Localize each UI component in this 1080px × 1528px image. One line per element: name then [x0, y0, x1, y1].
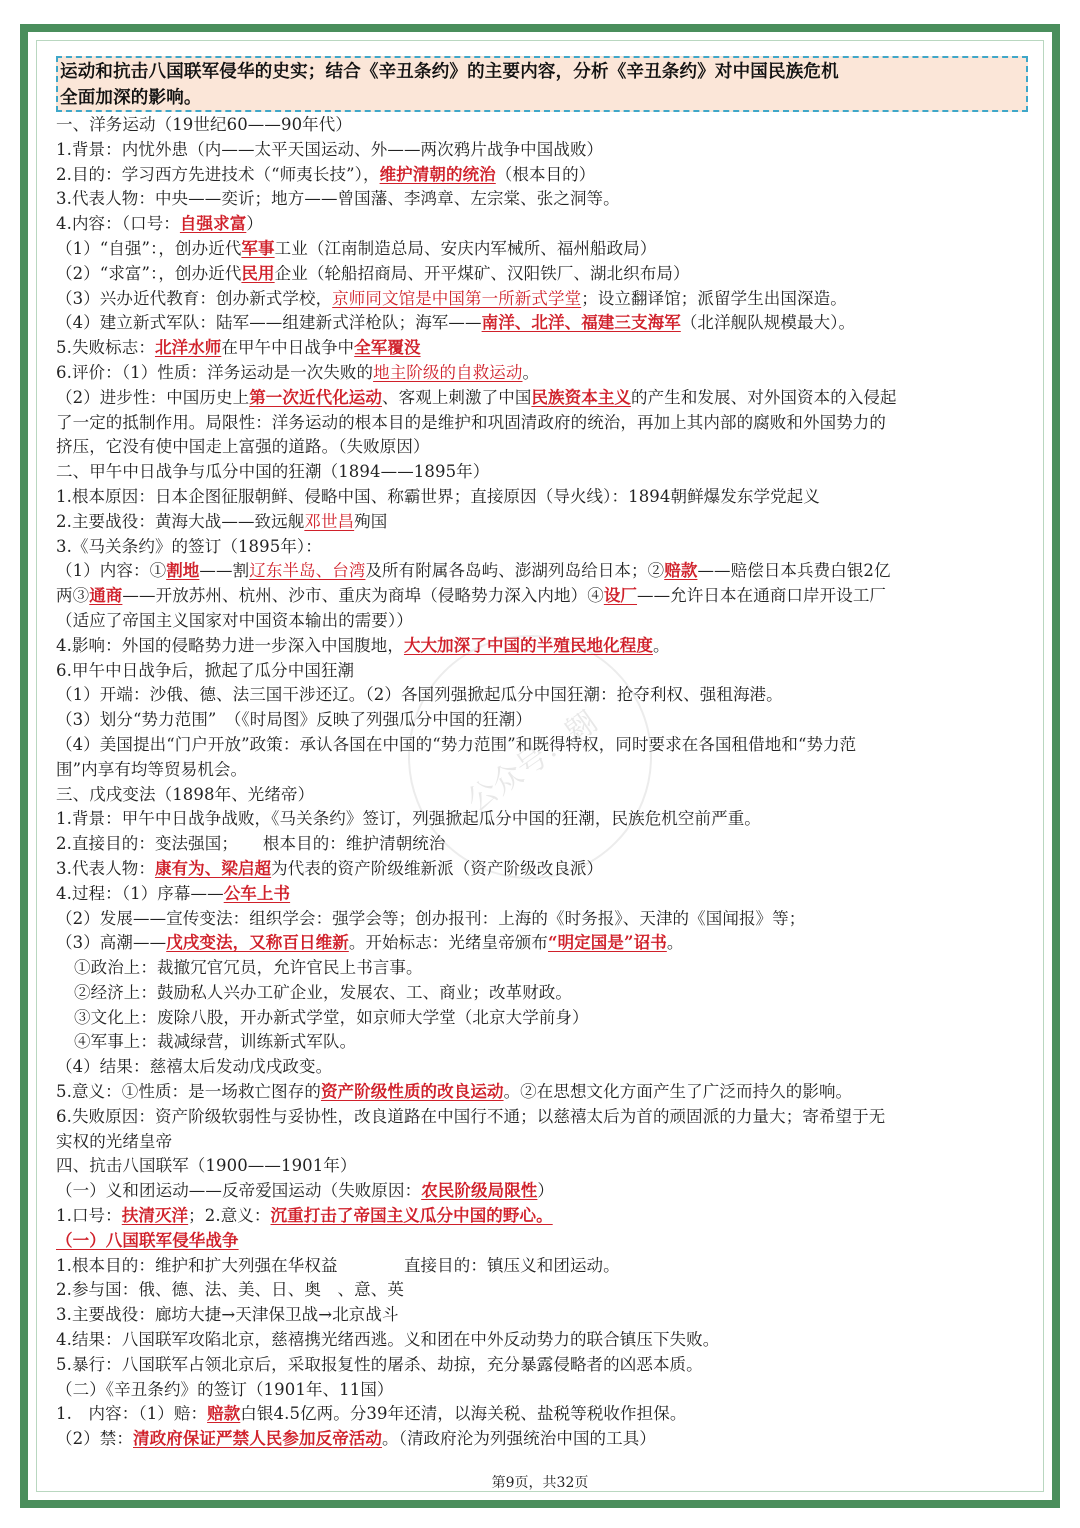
- jiawu-after: 6.甲午中日战争后，掀起了瓜分中国狂潮: [56, 660, 355, 680]
- baguo-result: 4.结果：八国联军攻陷北京，慈禧携光绪西逃。义和团在中外反动势力的联合镇压下失败。: [56, 1330, 720, 1350]
- document-body: [56, 113, 1031, 1452]
- intro-box: [56, 56, 1028, 112]
- yangwu-progress-line2: 了一定的抵制作用。局限性：洋务运动的根本目的是维护和巩固清政府的统治，再加上其内部的腐败和外国势力的: [56, 412, 886, 432]
- wuxu-people: 3.代表人物：康有为、梁启超为代表的资产阶级维新派（资产阶级改良派）: [56, 858, 604, 878]
- treaty-content-2: 两③通商——开放苏州、杭州、沙市、重庆为商埠（侵略势力深入内地）④设厂——允许日本在通商口岸开设工厂: [56, 586, 887, 606]
- reform-politics: ①政治上：裁撤冗官冗员，允许官民上书言事。: [74, 958, 423, 978]
- wuxu-result: （4）结果：慈禧太后发动戊戌政变。: [56, 1057, 333, 1077]
- yangwu-purpose: 2.目的：学习西方先进技术（“师夷长技”），维护清朝的统治（根本目的）: [56, 164, 596, 184]
- reform-culture: ③文化上：废除八股，开办新式学堂，如京师大学堂（北京大学前身）: [74, 1007, 589, 1027]
- baguo-atrocities: 5.暴行：八国联军占领北京后，采取报复性的屠杀、劫掠，充分暴露侵略者的凶恶本质。: [56, 1354, 703, 1374]
- jiawu-influence: 4.影响：外国的侵略势力进一步深入中国腹地，大大加深了中国的半殖民地化程度。: [56, 635, 670, 655]
- wuxu-failure-line2: 实权的光绪皇帝: [56, 1131, 173, 1151]
- wuxu-background: 1.背景：甲午中日战争战败，《马关条约》签订，列强掀起瓜分中国的狂潮，民族危机空前严重。: [56, 809, 761, 829]
- yangwu-background: 1.背景：内忧外患（内——太平天国运动、外——两次鸦片战争中国战败）: [56, 139, 604, 159]
- intro-line-1: 运动和抗击八国联军侵华的史实；结合《辛丑条约》的主要内容，分析《辛丑条约》对中国民族危机: [60, 62, 839, 82]
- jiawu-treaty: 3.《马关条约》的签订（1895年）：: [56, 536, 322, 556]
- section-heading-baguo: 四、抗击八国联军（1900——1901年）: [56, 1156, 357, 1176]
- baguo-purpose: 1.根本目的：维护和扩大列强在华权益 直接目的：镇压义和团运动。: [56, 1255, 620, 1275]
- section-heading-wuxu: 三、戊戌变法（1898年、光绪帝）: [56, 784, 315, 804]
- yangwu-progress: （2）进步性：中国历史上第一次近代化运动、客观上刺激了中国民族资本主义的产生和发展、对外国资本的入侵起: [56, 387, 897, 407]
- treaty-content-1: （1）内容：①割地——割辽东半岛、台湾及所有附属各岛屿、澎湖列岛给日本；②赔款——赔偿日本兵费白银2亿: [56, 561, 891, 581]
- partition-3: （3）划分“势力范围” （《时局图》反映了列强瓜分中国的狂潮）: [56, 710, 532, 730]
- yihetuan: （一）义和团运动——反帝爱国运动（失败原因：农民阶级局限性）: [56, 1181, 555, 1201]
- wuxu-goal: 2.直接目的：变法强国； 根本目的：维护清朝统治: [56, 834, 446, 854]
- xinchou-content-1: 1. 内容：（1）赔：赔款白银4.5亿两。分39年还清，以海关税、盐税等税收作担保。: [56, 1404, 687, 1424]
- yihetuan-slogan: 1.口号：扶清灭洋；2.意义：沉重打击了帝国主义瓜分中国的野心。: [56, 1206, 553, 1226]
- wuxu-development: （2）发展——宣传变法：组织学会：强学会等；创办报刊：上海的《时务报》、天津的《国闻报》等；: [56, 908, 806, 928]
- xinchou-content-2: （2）禁：清政府保证严禁人民参加反帝活动。（清政府沦为列强统治中国的工具）: [56, 1429, 656, 1449]
- wuxu-significance: 5.意义：①性质：是一场救亡图存的资产阶级性质的改良运动。②在思想文化方面产生了广泛而持久的影响。: [56, 1082, 853, 1102]
- yangwu-people: 3.代表人物：中央——奕䜣；地方——曾国藩、李鸿章、左宗棠、张之洞等。: [56, 189, 620, 209]
- section-heading-yangwu: 一、洋务运动（19世纪60——90年代）: [56, 115, 352, 134]
- baguo-battles: 3.主要战役：廊坊大捷→天津保卫战→北京战斗: [56, 1305, 399, 1325]
- partition-4: （4）美国提出“门户开放”政策：承认各国在中国的“势力范围”和既得特权，同时要求在各国租借地和“势力范: [56, 734, 857, 754]
- reform-economy: ②经济上：鼓励私人兴办工矿企业，发展农、工、商业；改革财政。: [74, 982, 572, 1002]
- yangwu-qiufu: （2）“求富”：，创办近代民用企业（轮船招商局、开平煤矿、汉阳铁厂、湖北织布局）: [56, 263, 690, 283]
- yangwu-progress-line3: 挤压，它没有使中国走上富强的道路。（失败原因）: [56, 437, 430, 457]
- intro-line-2: 全面加深的影响。: [60, 88, 202, 108]
- partition-1: （1）开端：沙俄、德、法三国干涉还辽。（2）各国列强掀起瓜分中国狂潮：抢夺利权、强租海港。: [56, 685, 783, 705]
- wuxu-failure: 6.失败原因：资产阶级软弱性与妥协性，改良道路在中国行不通；以慈禧太后为首的顽固派的力量大；寄希望于无: [56, 1106, 886, 1126]
- section-heading-jiawu: 二、甲午中日战争与瓜分中国的狂潮（1894——1895年）: [56, 462, 490, 482]
- yangwu-ziqiang: （1）“自强”：，创办近代军事工业（江南制造总局、安庆内军械所、福州船政局）: [56, 238, 657, 258]
- yangwu-army: （4）建立新式军队：陆军——组建新式洋枪队；海军——南洋、北洋、福建三支海军（北洋舰队规模最大）。: [56, 313, 856, 333]
- partition-4-line2: 围”内享有均等贸易机会。: [56, 759, 248, 779]
- xinchou-heading: （二）《辛丑条约》的签订（1901年、11国）: [56, 1379, 394, 1399]
- reform-military: ④军事上：裁减绿营，训练新式军队。: [74, 1032, 357, 1052]
- yangwu-failure: 5.失败标志：北洋水师在甲午中日战争中全军覆没: [56, 338, 421, 358]
- jiawu-battle: 2.主要战役：黄海大战——致远舰邓世昌殉国: [56, 511, 388, 531]
- wuxu-peak: （3）高潮——戊戌变法，又称百日维新。开始标志：光绪皇帝颁布“明定国是”诏书。: [56, 933, 684, 953]
- yangwu-content: 4.内容：（口号：自强求富）: [56, 214, 263, 234]
- jiawu-cause: 1.根本原因：日本企图征服朝鲜、侵略中国、称霸世界；直接原因（导火线）：1894朝鲜爆发东学党起义: [56, 486, 820, 506]
- baguo-invasion-heading: （一）八国联军侵华战争: [56, 1230, 239, 1250]
- page-number: 第9页，共32页: [491, 1475, 589, 1491]
- yangwu-education: （3）兴办近代教育：创办新式学校，京师同文馆是中国第一所新式学堂；设立翻译馆；派留学生出国深造。: [56, 288, 847, 308]
- yangwu-evaluation: 6.评价：（1）性质：洋务运动是一次失败的地主阶级的自救运动。: [56, 362, 540, 382]
- baguo-members: 2.参与国：俄、德、法、美、日、奥 、意、英: [56, 1280, 404, 1300]
- wuxu-process: 4.过程：（1）序幕——公车上书: [56, 883, 291, 903]
- watermark-text: 公众号：翱: [460, 704, 604, 820]
- treaty-content-3: （适应了帝国主义国家对中国资本输出的需要））: [56, 610, 413, 630]
